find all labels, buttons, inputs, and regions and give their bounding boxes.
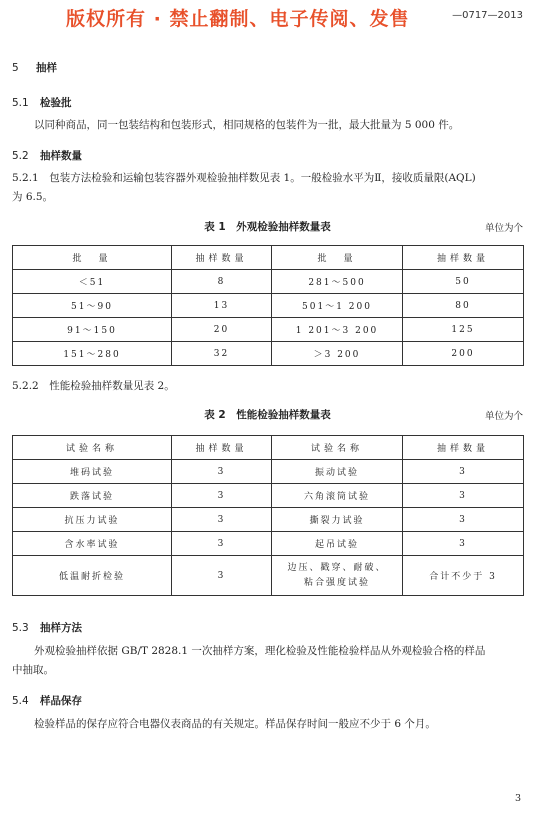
table-cell: 80 — [403, 294, 524, 318]
table-row — [13, 556, 524, 596]
table-cell: 3 — [172, 556, 272, 596]
table-cell: 3 — [403, 484, 524, 508]
table-cell: 51～90 — [13, 294, 172, 318]
table-cell: 跌落试验 — [13, 484, 172, 508]
column-header: 批 量 — [13, 246, 172, 270]
table-cell: ＞3 200 — [272, 342, 403, 366]
section-5-1-text: 以同种商品，同一包装结构和包装形式，相同规格的包装件为一批，最大批量为 5 000 件。 — [34, 119, 460, 131]
table-cell: 50 — [403, 270, 524, 294]
table-cell: 3 — [403, 460, 524, 484]
section-5-3-line2: 中抽取。 — [12, 664, 54, 676]
column-header: 抽样数量 — [172, 436, 272, 460]
clause-5-2-1-line2: 为 6.5。 — [12, 191, 54, 203]
table-cell: 20 — [172, 318, 272, 342]
table-cell: 抗压力试验 — [13, 508, 172, 532]
table-1-sampling-quantity — [12, 245, 524, 366]
table-cell: 边压、戳穿、耐破、粘合强度试验 — [272, 556, 403, 596]
table-cell: 13 — [172, 294, 272, 318]
table-cell: 振动试验 — [272, 460, 403, 484]
table-cell: 8 — [172, 270, 272, 294]
table-row — [13, 318, 524, 342]
table-cell: 281～500 — [272, 270, 403, 294]
table-cell: 3 — [403, 508, 524, 532]
table-cell: 堆码试验 — [13, 460, 172, 484]
section-title: 检验批 — [40, 97, 72, 109]
section-5-3-line1: 外观检验抽样依据 GB/T 2828.1 一次抽样方案，理化检验及性能检验样品从外观检验合格的样品 — [34, 645, 486, 657]
section-number: 5.1 — [12, 97, 29, 109]
table-row — [13, 532, 524, 556]
table-cell: 1 201～3 200 — [272, 318, 403, 342]
section-title: 抽样方法 — [40, 622, 82, 634]
table-2-caption: 表 2 性能检验抽样数量表 — [204, 409, 331, 421]
table-1-unit: 单位为个 — [484, 223, 523, 234]
section-title: 样品保存 — [40, 695, 82, 707]
table-1-caption: 表 1 外观检验抽样数量表 — [204, 221, 331, 233]
clause-5-2-2: 5.2.2 性能检验抽样数量见表 2。 — [12, 380, 175, 392]
section-title: 抽样 — [36, 62, 57, 74]
column-header: 抽样数量 — [403, 246, 524, 270]
section-5-heading — [12, 60, 57, 75]
table-row — [13, 342, 524, 366]
section-number: 5 — [12, 62, 19, 74]
table-cell: 151～280 — [13, 342, 172, 366]
table-cell: 3 — [172, 460, 272, 484]
table-cell: ＜51 — [13, 270, 172, 294]
column-header: 试验名称 — [272, 436, 403, 460]
section-number: 5.4 — [12, 695, 29, 707]
table-row — [13, 508, 524, 532]
section-title: 抽样数量 — [40, 150, 82, 162]
table-cell: 含水率试验 — [13, 532, 172, 556]
table-2-performance-test-quantity — [12, 435, 524, 596]
table-header-row — [13, 436, 524, 460]
table-cell: 撕裂力试验 — [272, 508, 403, 532]
column-header: 抽样数量 — [403, 436, 524, 460]
table-header-row — [13, 246, 524, 270]
table-2-unit: 单位为个 — [484, 411, 523, 422]
table-cell: 200 — [403, 342, 524, 366]
column-header: 批 量 — [272, 246, 403, 270]
copyright-watermark: 版权所有 · 禁止翻制、电子传阅、发售 — [66, 8, 410, 30]
table-cell: 起吊试验 — [272, 532, 403, 556]
section-5-4-heading — [12, 693, 82, 708]
section-5-4-text: 检验样品的保存应符合电器仪表商品的有关规定。样品保存时间一般应不少于 6 个月。 — [34, 718, 436, 730]
table-cell: 32 — [172, 342, 272, 366]
table-row — [13, 294, 524, 318]
section-5-1-heading — [12, 95, 72, 110]
table-cell: 低温耐折检验 — [13, 556, 172, 596]
table-cell: 合计不少于 3 — [403, 556, 524, 596]
section-5-2-heading — [12, 148, 82, 163]
column-header: 抽样数量 — [172, 246, 272, 270]
table-row — [13, 484, 524, 508]
clause-5-2-1-line1: 5.2.1 包装方法检验和运输包装容器外观检验抽样数见表 1。一般检验水平为Ⅱ，接收质量限(AQL) — [12, 172, 476, 184]
table-cell: 3 — [172, 508, 272, 532]
table-cell: 125 — [403, 318, 524, 342]
document-number: —0717—2013 — [452, 10, 523, 21]
table-cell: 501～1 200 — [272, 294, 403, 318]
section-number: 5.3 — [12, 622, 29, 634]
table-cell: 3 — [403, 532, 524, 556]
table-cell: 91～150 — [13, 318, 172, 342]
table-cell: 3 — [172, 484, 272, 508]
page-number: 3 — [514, 793, 521, 804]
table-cell: 六角滚筒试验 — [272, 484, 403, 508]
section-5-3-heading — [12, 620, 82, 635]
table-cell: 3 — [172, 532, 272, 556]
table-row — [13, 460, 524, 484]
section-number: 5.2 — [12, 150, 29, 162]
table-row — [13, 270, 524, 294]
column-header: 试验名称 — [13, 436, 172, 460]
